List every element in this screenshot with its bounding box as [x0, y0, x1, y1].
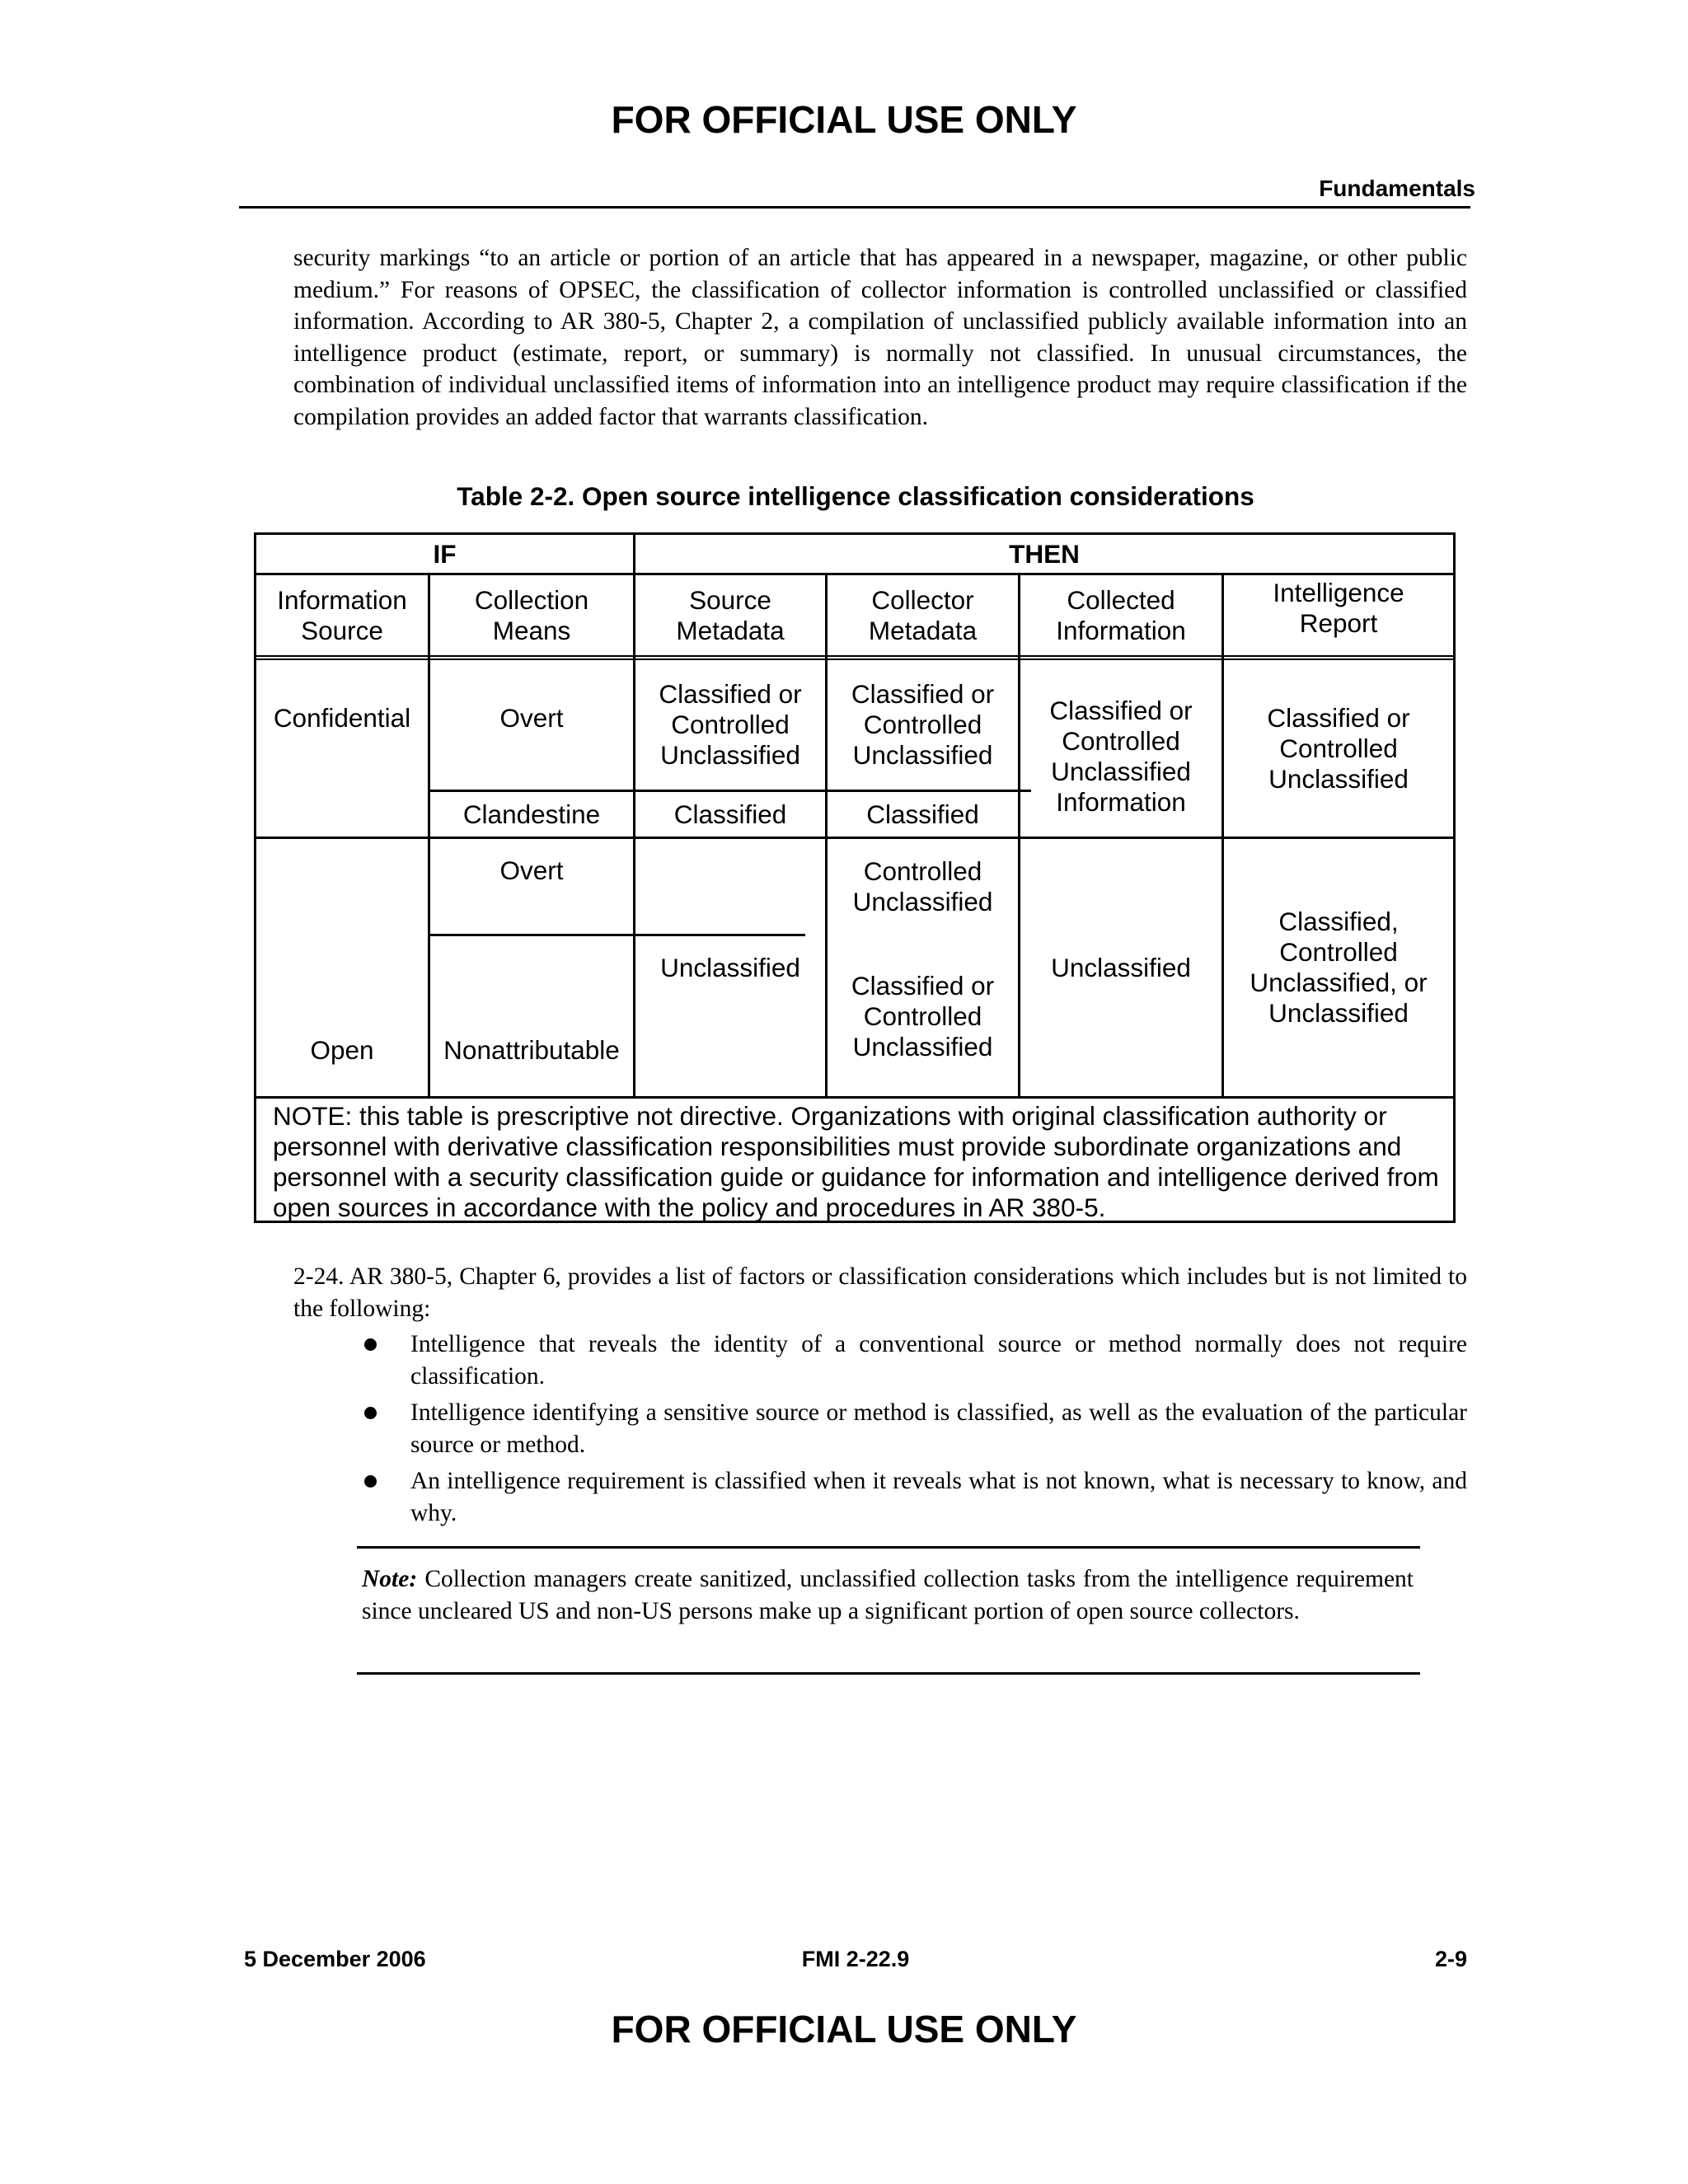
list-item-text: An intelligence requirement is classified when it reveals what is not known, what is necessary to know, and why. [410, 1468, 1467, 1526]
footer-publication: FMI 2-22.9 [801, 1947, 910, 1971]
col-header-information-source: Information Source [277, 584, 407, 645]
cell-collector-metadata-overt-confidential: Classified or Controlled Unclassified [851, 679, 995, 770]
cell-collector-metadata-nonattributable: Classified or Controlled Unclassified [851, 970, 995, 1062]
col-header-collected-information: Collected Information [1056, 584, 1186, 645]
note-body: Collection managers create sanitized, unclassified collection tasks from the intelligence requirement since uncleared US and non-US persons make up a significant portion of open source collectors. [362, 1566, 1414, 1624]
classification-banner-bottom: FOR OFFICIAL USE ONLY [611, 2008, 1077, 2050]
note-box [357, 1546, 1420, 1675]
cell-collection-means-overt-open: Overt [499, 855, 564, 885]
col-header-intelligence-report: Intelligence Report [1273, 577, 1404, 638]
cell-intelligence-report-confidential: Classified or Controlled Unclassified [1267, 702, 1410, 794]
table-title: Table 2-2. Open source intelligence classification considerations [457, 481, 1254, 511]
then-header: THEN [1009, 538, 1080, 569]
cell-collector-metadata-overt-open: Controlled Unclassified [852, 855, 993, 916]
note-label: Note: [362, 1566, 418, 1592]
cell-information-source-confidential: Confidential [273, 702, 411, 733]
bullet-icon [364, 1338, 377, 1351]
bullet-icon [364, 1475, 377, 1488]
running-head: Fundamentals [1319, 176, 1475, 201]
classification-banner-top: FOR OFFICIAL USE ONLY [611, 98, 1077, 141]
cell-collected-information-open: Unclassified [1051, 952, 1191, 982]
cell-source-metadata-open: Unclassified [660, 952, 800, 982]
footer-date: 5 December 2006 [244, 1947, 426, 1971]
col-header-collection-means: Collection Means [474, 584, 589, 645]
col-header-collector-metadata: Collector Metadata [868, 584, 978, 645]
paragraph-2-24: 2-24. AR 380-5, Chapter 6, provides a list of factors or classification considerations which includes but is not limited to the following: [293, 1263, 1467, 1322]
cell-intelligence-report-open: Classified, Controlled Unclassified, or Unclassified [1250, 907, 1428, 1028]
header-rule [239, 206, 1470, 209]
cell-information-source-open: Open [310, 1034, 374, 1065]
list-item-text: Intelligence that reveals the identity of a conventional source or method normally does not require classification. [410, 1331, 1467, 1390]
cell-collection-means-clandestine: Clandestine [462, 799, 601, 829]
classification-table [254, 532, 1456, 1223]
table-note: NOTE: this table is prescriptive not directive. Organizations with original classification authority or personnel with derivative classification responsibilities must provide subordinate organizations and personnel with a security classification guide or guidance for information and intelligence derived from open sources in accordance with the policy and procedures in AR 380-5. [273, 1101, 1439, 1222]
bullet-icon [364, 1407, 377, 1419]
cell-collection-means-nonattributable: Nonattributable [443, 1034, 620, 1065]
cell-collector-metadata-clandestine: Classified [866, 799, 979, 829]
note-text [362, 1563, 1414, 1627]
footer-page-number: 2-9 [1434, 1947, 1467, 1971]
cell-source-metadata-clandestine: Classified [673, 799, 787, 829]
cell-collected-information-confidential: Classified or Controlled Unclassified Information [1049, 696, 1193, 817]
if-header: IF [433, 538, 457, 569]
cell-collection-means-overt: Overt [499, 702, 564, 733]
intro-paragraph: security markings “to an article or portion of an article that has appeared in a newspaper, magazine, or other public medium.” For reasons of OPSEC, the classification of collector information is controlled unclassified or classified information. According to AR 380-5, Chapter 2, a compilation of unclassified publicly available information into an intelligence product (estimate, report, or summary) is normally not classified. In unusual circumstances, the combination of individual unclassified items of information into an intelligence product may require classification if the compilation provides an added factor that warrants classification. [293, 245, 1467, 430]
cell-source-metadata-overt-confidential: Classified or Controlled Unclassified [659, 679, 802, 770]
list-item-text: Intelligence identifying a sensitive source or method is classified, as well as the evaluation of the particular source or method. [410, 1399, 1467, 1458]
col-header-source-metadata: Source Metadata [676, 584, 785, 645]
